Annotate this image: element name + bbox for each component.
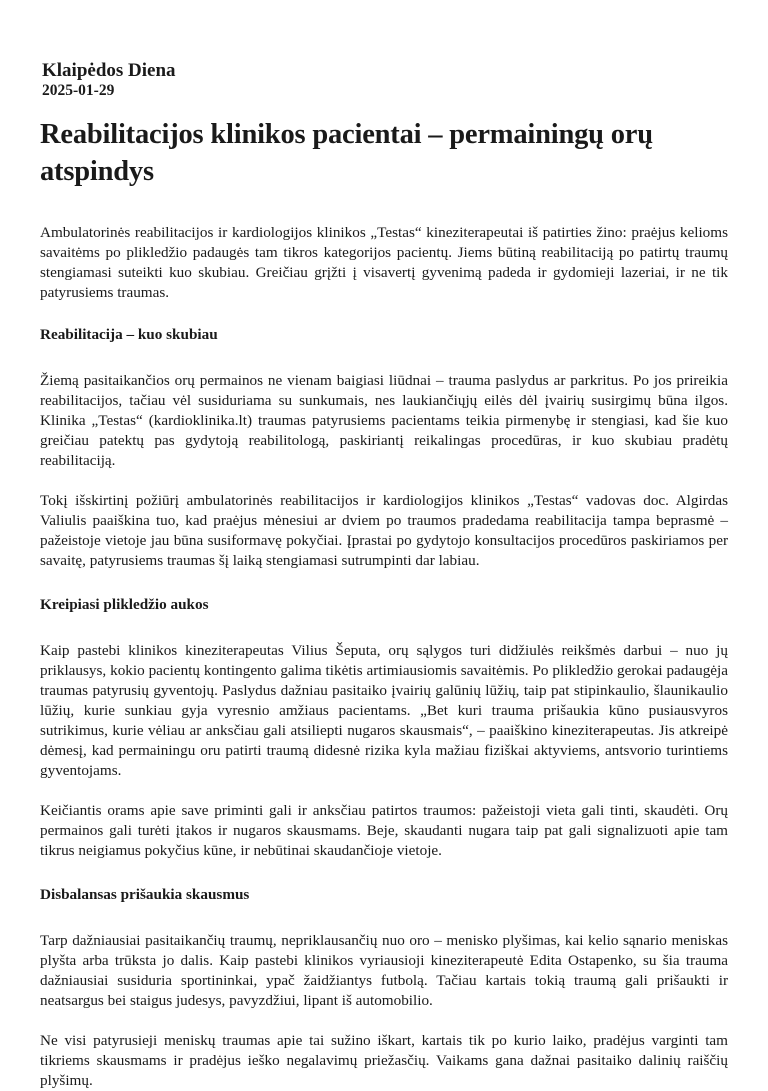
- section-paragraph: Keičiantis orams apie save priminti gali ir anksčiau patirtos traumos: pažeistoji vieta gali tinti, skaudėti. Orų permainos gali turėti įtakos ir nugaros skausmams. Beje, skaudanti nugara taip pat gali signalizuoti apie tam tikrus neigiamus pokyčius kūne, ir nebūtinai skaudančioje vietoje.: [40, 802, 728, 859]
- section-heading-rehabilitation: Reabilitacija – kuo skubiau: [40, 326, 218, 343]
- article-title: Reabilitacijos klinikos pacientai – permainingų orų atspindys: [40, 119, 653, 187]
- section-paragraph: Tokį išskirtinį požiūrį ambulatorinės reabilitacijos ir kardiologijos klinikos „Testas“ vadovas doc. Algirdas Valiulis paaiškina tuo, kad praėjus mėnesiui ar dviem po traumos pradedama reabilitacija tampa beprasmė – pažeistoje vietoje jau būna susiformavę pokyčiai. Įprastai po gydytojo konsultacijos procedūros paskiriamos per savaitę, patyrusiems traumas šį laiką stengiamasi sutrumpinti dar labiau.: [40, 492, 728, 569]
- article-intro: Ambulatorinės reabilitacijos ir kardiologijos klinikos „Testas“ kineziterapeutai iš patirties žino: praėjus kelioms savaitėms po plikledžio padaugės tam tikros kategorijos pacientų. Jiems būtiną reabilitaciją po patirtų traumų stengiamasi suteikti kuo skubiau. Greičiau grįžti į visavertį gyvenimą padeda ir gydomieji lazeriai, ir ne tik patyrusiems traumas.: [40, 224, 728, 301]
- section-paragraph: Tarp dažniausiai pasitaikančių traumų, nepriklausančių nuo oro – menisko plyšimas, kai kelio sąnario meniskas plyšta arba trūksta jo dalis. Kaip pastebi klinikos vyriausioji kineziterapeutė Edita Ostapenko, su šia trauma dažniausiai susiduria sportininkai, ypač žaidžiantys futbolą. Tačiau kartais tokią traumą gali prišaukti ir neatsargus bei staigus judesys, pavyzdžiui, lipant iš automobilio.: [40, 932, 728, 1009]
- newspaper-name: Klaipėdos Diena: [42, 60, 176, 81]
- section-paragraph: Kaip pastebi klinikos kineziterapeutas Vilius Šeputa, orų sąlygos turi didžiulės reikšmės darbui – nuo jų priklausys, kokio pacientų kontingento galima tikėtis artimiausiomis savaitėmis. Po plikledžio gerokai padaugėja traumas patyrusių gyventojų. Paslydus dažniau pasitaiko įvairių galūnių lūžių, taip pat stipinkaulio, šlaunikaulio lūžių, kurie sunkiau gyja vyresnio amžiaus pacientams. „Bet kuri trauma prišaukia kūno pusiausvyros sutrikimus, kurie vėliau ar anksčiau gali atsiliepti nugaros skausmais“, – paaiškino kineziterapeutas. Jis atkreipė dėmesį, kad permainingu oru patirti traumą didesnė rizika kyla mažiau fiziškai aktyviems, antsvorio turintiems gyventojams.: [40, 642, 728, 779]
- publication-date: 2025-01-29: [42, 82, 115, 99]
- section-heading-imbalance: Disbalansas prišaukia skausmus: [40, 886, 250, 903]
- section-paragraph: Ne visi patyrusieji meniskų traumas apie tai sužino iškart, kartais tik po kurio laiko, pradėjus varginti tam tikriems skausmams ir pradėjus ieško negalavimų priežasčių. Vaikams gana dažnai pasitaiko dalinių raiščių plyšimų.: [40, 1032, 728, 1089]
- section-paragraph: Žiemą pasitaikančios orų permainos ne vienam baigiasi liūdnai – trauma paslydus ar parkritus. Po jos prireikia reabilitacijos, tačiau vėl susiduriama su sunkumais, nes laukiančiųjų eilės dėl įvairių susirgimų būna ilgos. Klinika „Testas“ (kardioklinika.lt) traumas patyrusiems pacientams teikia pirmenybę ir stengiasi, kad šie kuo greičiau patektų pas gydytoją reabilitologą, paskiriantį reikalingas procedūras, ir kuo skubiau pradėtų reabilitaciją.: [40, 372, 728, 469]
- section-heading-ice-victims: Kreipiasi plikledžio aukos: [40, 596, 209, 613]
